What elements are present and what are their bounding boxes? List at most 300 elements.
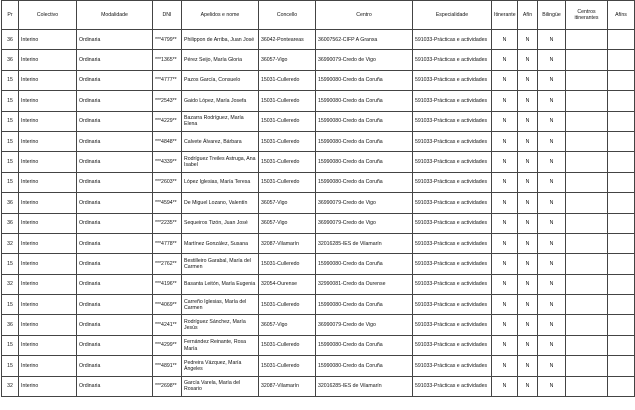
afin-text: N (525, 158, 530, 165)
colectivo-text: Interino (21, 118, 39, 125)
name-text: Rodríguez Sánchez, María Jesús (184, 318, 246, 332)
afin-text: N (525, 383, 530, 390)
bilingue-cell (538, 111, 566, 131)
centro-cell (316, 172, 413, 192)
dni-cell (153, 111, 182, 131)
itinerante-cell (492, 356, 518, 376)
afin-text: N (525, 118, 530, 125)
afin-cell (518, 254, 538, 274)
colectivo-text: Interino (21, 179, 39, 186)
itinerante-text: N (502, 199, 507, 206)
afin-text: N (525, 301, 530, 308)
table-row (2, 335, 635, 355)
afin-cell (518, 356, 538, 376)
header-centro: Centro (316, 1, 413, 30)
dni-text: ***2698** (155, 383, 177, 390)
afins-cell (608, 315, 635, 335)
name-text: Pazos García, Consuelo (184, 77, 241, 84)
afins-cell (608, 70, 635, 90)
modalidade-cell (77, 233, 153, 253)
colectivo-text: Interino (21, 322, 39, 329)
centro-text: 15990080-Credo da Coruña (318, 158, 383, 165)
pr-text: 32 (7, 383, 13, 390)
modalidade-cell (77, 111, 153, 131)
concello-text: 15031-Culleredo (261, 97, 300, 104)
name-text: Bestilleiro Garabal, María del Carmen (184, 257, 251, 270)
name-text: Carreño Iglesias, María del Carmen (184, 298, 247, 311)
itinerante-cell (492, 172, 518, 192)
pr-text: 32 (7, 240, 13, 247)
concello-cell (259, 172, 316, 192)
centro-text: 15990080-Credo da Coruña (318, 179, 383, 186)
table-row (2, 356, 635, 376)
dni-cell (153, 70, 182, 90)
colectivo-cell (19, 70, 77, 90)
especialidade-cell (413, 30, 492, 50)
bilingue-cell (538, 152, 566, 172)
modalidade-cell (77, 213, 153, 233)
modalidade-text: Ordinaria (79, 158, 101, 165)
name-text: Calvete Álvarez, Bárbara (184, 138, 242, 145)
modalidade-text: Ordinaria (79, 97, 101, 104)
concello-cell (259, 111, 316, 131)
bilingue-text: N (549, 77, 554, 84)
name-cell (182, 376, 259, 396)
especialidade-cell (413, 152, 492, 172)
colectivo-cell (19, 172, 77, 192)
name-cell (182, 254, 259, 274)
header-centros-itinerantes: Centros itinerantes (566, 1, 608, 30)
especialidade-text: 591033-Prácticas e actividades (415, 158, 488, 165)
centro-text: 32990081-Credo da Ourense (318, 281, 386, 288)
concello-text: 36057-Vigo (261, 220, 288, 227)
itinerante-cell (492, 152, 518, 172)
centro-cell (316, 70, 413, 90)
modalidade-text: Ordinaria (79, 281, 101, 288)
colectivo-text: Interino (21, 342, 39, 349)
centros-itinerantes-cell (566, 213, 608, 233)
especialidade-text: 591033-Prácticas e actividades (415, 77, 488, 84)
concello-cell (259, 315, 316, 335)
pr-cell (2, 172, 19, 192)
dni-text: ***4069** (155, 301, 177, 308)
name-text: Gaido López, María Josefa (184, 97, 247, 104)
bilingue-text: N (549, 199, 554, 206)
itinerante-text: N (502, 301, 507, 308)
dni-text: ***4848** (155, 138, 177, 145)
afin-cell (518, 233, 538, 253)
centro-cell (316, 233, 413, 253)
colectivo-cell (19, 213, 77, 233)
pr-text: 15 (7, 97, 13, 104)
concello-cell (259, 335, 316, 355)
dni-cell (153, 274, 182, 294)
afin-text: N (525, 199, 530, 206)
afin-text: N (525, 179, 530, 186)
dni-text: ***2543** (155, 97, 177, 104)
bilingue-text: N (549, 240, 554, 247)
dni-text: ***1365** (155, 56, 177, 63)
itinerante-cell (492, 131, 518, 151)
colectivo-text: Interino (21, 158, 39, 165)
modalidade-cell (77, 70, 153, 90)
bilingue-cell (538, 295, 566, 315)
itinerante-text: N (502, 77, 507, 84)
concello-text: 15031-Culleredo (261, 362, 300, 369)
modalidade-cell (77, 91, 153, 111)
afin-cell (518, 335, 538, 355)
modalidade-cell (77, 376, 153, 396)
centros-itinerantes-cell (566, 172, 608, 192)
afin-text: N (525, 322, 530, 329)
modalidade-cell (77, 152, 153, 172)
colectivo-cell (19, 335, 77, 355)
table-row (2, 193, 635, 213)
pr-text: 15 (7, 362, 13, 369)
colectivo-text: Interino (21, 383, 39, 390)
especialidade-text: 591033-Prácticas e actividades (415, 362, 488, 369)
dni-cell (153, 356, 182, 376)
bilingue-text: N (549, 138, 554, 145)
bilingue-text: N (549, 383, 554, 390)
modalidade-cell (77, 335, 153, 355)
afins-cell (608, 193, 635, 213)
name-cell (182, 152, 259, 172)
concello-text: 15031-Culleredo (261, 301, 300, 308)
especialidade-cell (413, 193, 492, 213)
name-cell (182, 172, 259, 192)
afin-text: N (525, 220, 530, 227)
centros-itinerantes-cell (566, 233, 608, 253)
dni-cell (153, 50, 182, 70)
table-row (2, 70, 635, 90)
header-apelidos-e-nome: Apelidos e nome (182, 1, 259, 30)
centro-cell (316, 213, 413, 233)
bilingue-text: N (549, 260, 554, 267)
itinerante-text: N (502, 56, 507, 63)
dni-text: ***4594** (155, 199, 177, 206)
table-row (2, 131, 635, 151)
name-text: De Miguel Lozano, Valentín (184, 199, 248, 206)
centro-text: 36990079-Credo de Vigo (318, 322, 376, 329)
bilingue-cell (538, 193, 566, 213)
centros-itinerantes-cell (566, 131, 608, 151)
itinerante-cell (492, 295, 518, 315)
bilingue-text: N (549, 36, 554, 43)
especialidade-cell (413, 111, 492, 131)
dni-text: ***2235** (155, 220, 177, 227)
itinerante-cell (492, 50, 518, 70)
centros-itinerantes-cell (566, 91, 608, 111)
concello-cell (259, 91, 316, 111)
centros-itinerantes-cell (566, 254, 608, 274)
centro-text: 15990080-Credo da Coruña (318, 118, 383, 125)
afins-cell (608, 30, 635, 50)
colectivo-text: Interino (21, 199, 39, 206)
modalidade-text: Ordinaria (79, 138, 101, 145)
afins-cell (608, 254, 635, 274)
dni-cell (153, 131, 182, 151)
afin-text: N (525, 97, 530, 104)
afins-cell (608, 91, 635, 111)
itinerante-cell (492, 70, 518, 90)
concello-text: 36057-Vigo (261, 199, 288, 206)
afin-text: N (525, 362, 530, 369)
itinerante-text: N (502, 220, 507, 227)
colectivo-text: Interino (21, 240, 39, 247)
centro-text: 36990079-Credo de Vigo (318, 56, 376, 63)
bilingue-text: N (549, 281, 554, 288)
concello-text: 15031-Culleredo (261, 179, 300, 186)
dni-cell (153, 193, 182, 213)
name-cell (182, 315, 259, 335)
pr-text: 36 (7, 199, 13, 206)
modalidade-text: Ordinaria (79, 342, 101, 349)
especialidade-cell (413, 295, 492, 315)
colectivo-cell (19, 254, 77, 274)
afins-cell (608, 213, 635, 233)
especialidade-cell (413, 315, 492, 335)
pr-text: 36 (7, 220, 13, 227)
bilingue-cell (538, 131, 566, 151)
afin-cell (518, 193, 538, 213)
pr-text: 15 (7, 179, 13, 186)
name-text: López Iglesias, María Teresa (184, 179, 251, 186)
bilingue-cell (538, 30, 566, 50)
itinerante-cell (492, 254, 518, 274)
table-row (2, 295, 635, 315)
pr-cell (2, 193, 19, 213)
modalidade-text: Ordinaria (79, 301, 101, 308)
centro-cell (316, 91, 413, 111)
bilingue-cell (538, 274, 566, 294)
itinerante-cell (492, 193, 518, 213)
modalidade-text: Ordinaria (79, 56, 101, 63)
modalidade-text: Ordinaria (79, 118, 101, 125)
bilingue-cell (538, 356, 566, 376)
especialidade-text: 591033-Prácticas e actividades (415, 383, 488, 390)
name-text: Philippon de Arriba, Juan José (184, 36, 255, 43)
especialidade-text: 591033-Prácticas e actividades (415, 36, 488, 43)
concello-cell (259, 70, 316, 90)
colectivo-text: Interino (21, 97, 39, 104)
name-text: Bazarra Rodríguez, María Elena (184, 115, 244, 128)
itinerante-cell (492, 91, 518, 111)
header-pr: Pr (2, 1, 19, 30)
especialidade-cell (413, 172, 492, 192)
colectivo-cell (19, 274, 77, 294)
dni-text: ***4891** (155, 362, 177, 369)
bilingue-cell (538, 335, 566, 355)
especialidade-text: 591033-Prácticas e actividades (415, 240, 488, 247)
itinerante-cell (492, 315, 518, 335)
bilingue-text: N (549, 301, 554, 308)
modalidade-cell (77, 193, 153, 213)
especialidade-cell (413, 70, 492, 90)
itinerante-cell (492, 376, 518, 396)
modalidade-cell (77, 172, 153, 192)
table-body (2, 30, 635, 397)
colectivo-cell (19, 193, 77, 213)
concello-cell (259, 50, 316, 70)
especialidade-text: 591033-Prácticas e actividades (415, 97, 488, 104)
modalidade-cell (77, 295, 153, 315)
afins-cell (608, 376, 635, 396)
especialidade-text: 591033-Prácticas e actividades (415, 118, 488, 125)
dni-cell (153, 30, 182, 50)
bilingue-text: N (549, 322, 554, 329)
modalidade-cell (77, 30, 153, 50)
itinerante-text: N (502, 260, 507, 267)
centros-itinerantes-cell (566, 335, 608, 355)
pr-cell (2, 70, 19, 90)
modalidade-cell (77, 131, 153, 151)
afins-cell (608, 131, 635, 151)
modalidade-text: Ordinaria (79, 199, 101, 206)
especialidade-cell (413, 131, 492, 151)
concello-cell (259, 376, 316, 396)
bilingue-cell (538, 315, 566, 335)
dni-text: ***2762** (155, 260, 177, 267)
centro-cell (316, 254, 413, 274)
afin-text: N (525, 77, 530, 84)
table-row (2, 172, 635, 192)
name-text: Fernández Reinante, Rosa María (184, 339, 246, 352)
bilingue-cell (538, 213, 566, 233)
dni-text: ***4799** (155, 36, 177, 43)
centros-itinerantes-cell (566, 315, 608, 335)
afin-cell (518, 274, 538, 294)
name-text: García Varela, María del Rosario (184, 380, 241, 393)
afin-cell (518, 131, 538, 151)
pr-cell (2, 233, 19, 253)
especialidade-cell (413, 274, 492, 294)
concello-text: 15031-Culleredo (261, 77, 300, 84)
afin-cell (518, 376, 538, 396)
afin-text: N (525, 138, 530, 145)
centro-text: 15990080-Credo da Coruña (318, 138, 383, 145)
modalidade-text: Ordinaria (79, 179, 101, 186)
itinerante-text: N (502, 138, 507, 145)
colectivo-cell (19, 50, 77, 70)
concello-text: 36057-Vigo (261, 56, 288, 63)
pr-text: 15 (7, 118, 13, 125)
name-cell (182, 193, 259, 213)
itinerante-text: N (502, 342, 507, 349)
centro-text: 15990080-Credo da Coruña (318, 362, 383, 369)
header-dni: DNI (153, 1, 182, 30)
afin-cell (518, 172, 538, 192)
especialidade-text: 591033-Prácticas e actividades (415, 179, 488, 186)
colectivo-cell (19, 131, 77, 151)
centro-text: 15990080-Credo da Coruña (318, 77, 383, 84)
colectivo-text: Interino (21, 56, 39, 63)
concello-cell (259, 213, 316, 233)
itinerante-text: N (502, 179, 507, 186)
modalidade-text: Ordinaria (79, 77, 101, 84)
modalidade-text: Ordinaria (79, 383, 101, 390)
afin-text: N (525, 240, 530, 247)
header-especialidade: Especialidade (413, 1, 492, 30)
itinerante-text: N (502, 97, 507, 104)
name-text: Rodríguez Treiles Astruga, Ana Isabel (184, 155, 256, 169)
especialidade-cell (413, 356, 492, 376)
itinerante-text: N (502, 322, 507, 329)
colectivo-cell (19, 111, 77, 131)
especialidade-text: 591033-Prácticas e actividades (415, 220, 488, 227)
especialidade-text: 591033-Prácticas e actividades (415, 322, 488, 329)
pr-cell (2, 335, 19, 355)
header-modalidade: Modalidade (77, 1, 153, 30)
modalidade-cell (77, 50, 153, 70)
centro-text: 32016285-IES de Vilamarín (318, 383, 382, 390)
itinerante-cell (492, 30, 518, 50)
concello-text: 32054-Ourense (261, 281, 298, 288)
bilingue-cell (538, 254, 566, 274)
colectivo-cell (19, 30, 77, 50)
centros-itinerantes-cell (566, 376, 608, 396)
dni-text: ***4777** (155, 77, 177, 84)
colectivo-cell (19, 91, 77, 111)
table-row (2, 254, 635, 274)
itinerante-text: N (502, 240, 507, 247)
concello-text: 15031-Culleredo (261, 138, 300, 145)
dni-text: ***4299** (155, 342, 177, 349)
table-row (2, 111, 635, 131)
centro-cell (316, 376, 413, 396)
table-row (2, 274, 635, 294)
afin-cell (518, 111, 538, 131)
concello-cell (259, 356, 316, 376)
modalidade-text: Ordinaria (79, 36, 101, 43)
especialidade-text: 591033-Prácticas e actividades (415, 281, 488, 288)
centro-text: 36990079-Credo de Vigo (318, 220, 376, 227)
bilingue-text: N (549, 179, 554, 186)
pr-cell (2, 376, 19, 396)
centro-cell (316, 30, 413, 50)
name-cell (182, 233, 259, 253)
name-text: Martínez González, Susana (184, 240, 249, 247)
concello-cell (259, 152, 316, 172)
name-cell (182, 91, 259, 111)
pr-text: 32 (7, 281, 13, 288)
table-row (2, 213, 635, 233)
dni-cell (153, 91, 182, 111)
dni-text: ***4196** (155, 281, 177, 288)
afin-cell (518, 50, 538, 70)
concello-text: 36057-Vigo (261, 322, 288, 329)
modalidade-cell (77, 315, 153, 335)
concello-text: 15031-Culleredo (261, 158, 300, 165)
concello-cell (259, 30, 316, 50)
afins-cell (608, 111, 635, 131)
bilingue-text: N (549, 158, 554, 165)
afins-cell (608, 233, 635, 253)
especialidade-cell (413, 233, 492, 253)
dni-cell (153, 315, 182, 335)
table-row (2, 152, 635, 172)
pr-cell (2, 91, 19, 111)
concello-text: 15031-Culleredo (261, 118, 300, 125)
dni-text: ***4241** (155, 322, 177, 329)
pr-text: 15 (7, 138, 13, 145)
itinerante-cell (492, 213, 518, 233)
colectivo-text: Interino (21, 301, 39, 308)
name-cell (182, 213, 259, 233)
afins-cell (608, 172, 635, 192)
pr-text: 36 (7, 56, 13, 63)
concello-text: 36042-Ponteareas (261, 36, 304, 43)
